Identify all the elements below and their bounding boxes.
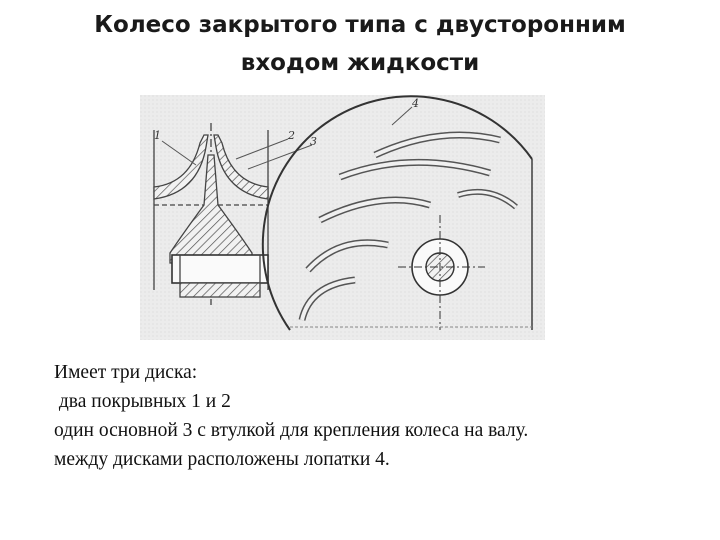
- label-4: 4: [412, 97, 419, 110]
- slide-title: [0, 6, 720, 82]
- body-line-1: Имеет три диска:: [54, 362, 198, 383]
- label-1: 1: [154, 129, 161, 142]
- impeller-drawing-svg: [140, 95, 545, 340]
- impeller-drawing: [140, 95, 545, 340]
- label-2: 2: [288, 129, 295, 142]
- title-line-2: входом жидкости: [240, 50, 480, 76]
- body-text: [54, 358, 694, 474]
- body-line-4: между дисками расположены лопатки 4.: [54, 449, 390, 470]
- body-line-2: два покрывных 1 и 2: [54, 391, 231, 412]
- body-line-3: один основной 3 с втулкой для крепления колеса на валу.: [54, 420, 529, 441]
- title-line-1: Колесо закрытого типа с двусторонним: [94, 12, 626, 38]
- label-3: 3: [310, 135, 317, 148]
